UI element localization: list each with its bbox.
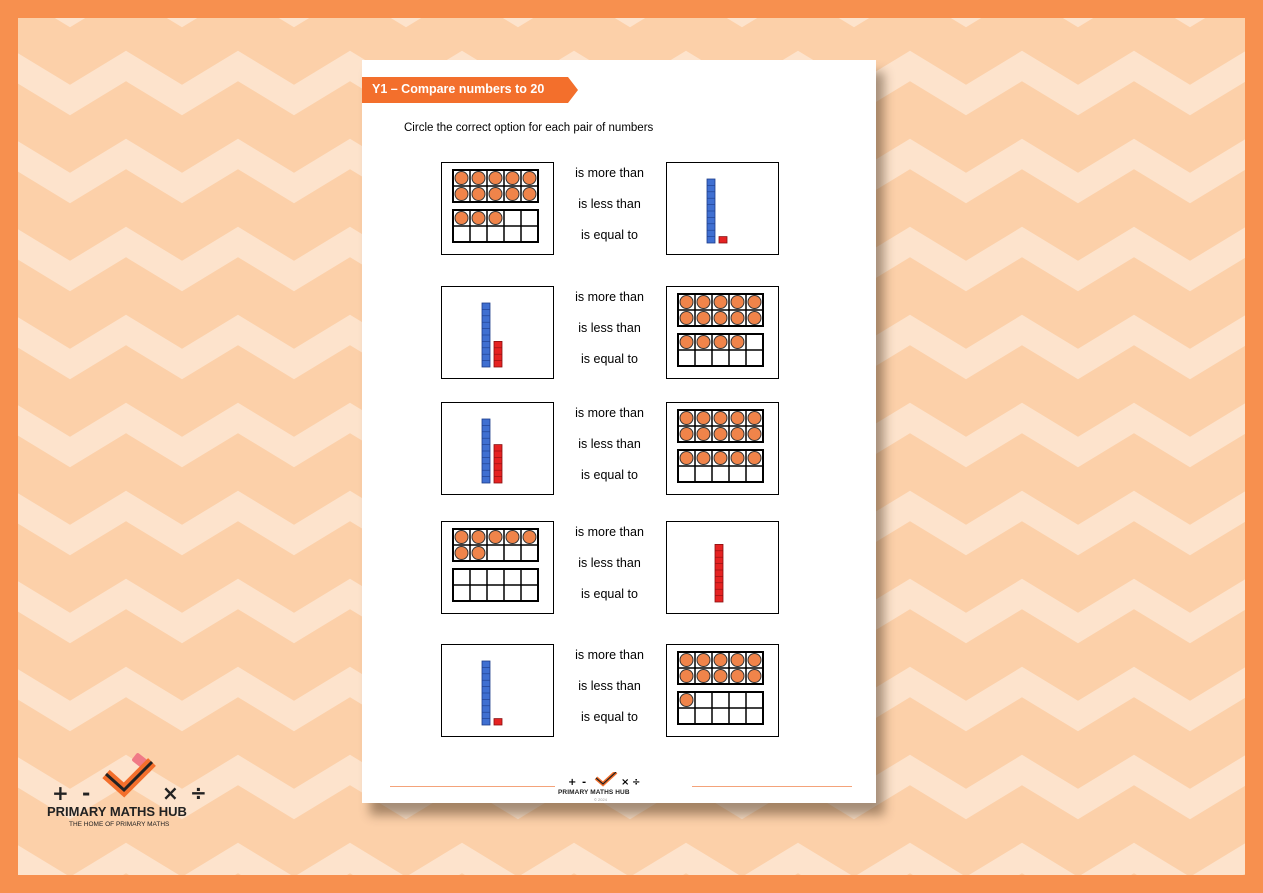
counter xyxy=(714,336,727,349)
counter xyxy=(748,670,761,683)
instruction-text: Circle the correct option for each pair of numbers xyxy=(404,122,654,134)
footer-divider-right xyxy=(692,786,852,787)
counter xyxy=(506,531,519,544)
ones-cubes xyxy=(719,237,727,243)
option-more-than[interactable]: is more than xyxy=(575,290,644,304)
counter xyxy=(697,336,710,349)
base-ten-blocks-picture xyxy=(667,522,778,613)
option-equal-to[interactable]: is equal to xyxy=(581,710,638,724)
counter xyxy=(731,452,744,465)
ten-frames-picture xyxy=(667,645,778,736)
counter xyxy=(506,172,519,185)
counter xyxy=(697,670,710,683)
base-ten-blocks-picture xyxy=(442,403,553,494)
counter xyxy=(472,188,485,201)
ones-cubes xyxy=(494,341,502,367)
counter xyxy=(680,412,693,425)
right-representation-box xyxy=(666,402,779,495)
counter xyxy=(714,312,727,325)
ten-frames-picture xyxy=(442,163,553,254)
option-less-than[interactable]: is less than xyxy=(578,321,641,335)
chevron-stripe xyxy=(18,858,1245,875)
counter xyxy=(714,296,727,309)
counter xyxy=(455,547,468,560)
counter xyxy=(748,296,761,309)
tens-rod xyxy=(482,419,490,483)
option-less-than[interactable]: is less than xyxy=(578,679,641,693)
option-more-than[interactable]: is more than xyxy=(575,525,644,539)
right-representation-box xyxy=(666,162,779,255)
svg-text:×: × xyxy=(621,777,630,788)
counter xyxy=(714,654,727,667)
counter xyxy=(523,531,536,544)
svg-text:÷: ÷ xyxy=(632,777,641,788)
question-row xyxy=(362,162,876,258)
ten-frame xyxy=(678,692,763,724)
right-representation-box xyxy=(666,286,779,379)
counter xyxy=(523,172,536,185)
tens-rod xyxy=(707,179,715,243)
counter xyxy=(697,312,710,325)
option-more-than[interactable]: is more than xyxy=(575,406,644,420)
counter xyxy=(731,312,744,325)
option-more-than[interactable]: is more than xyxy=(575,166,644,180)
counter xyxy=(472,172,485,185)
counter xyxy=(731,670,744,683)
counter xyxy=(472,547,485,560)
counter xyxy=(714,670,727,683)
question-row xyxy=(362,521,876,617)
counter xyxy=(680,654,693,667)
counter xyxy=(714,428,727,441)
option-less-than[interactable]: is less than xyxy=(578,197,641,211)
option-equal-to[interactable]: is equal to xyxy=(581,228,638,242)
counter xyxy=(697,412,710,425)
question-row xyxy=(362,644,876,740)
ten-frame xyxy=(678,410,763,442)
base-ten-blocks-picture xyxy=(442,287,553,378)
svg-text:-: - xyxy=(582,777,587,788)
counter xyxy=(680,452,693,465)
ten-frame xyxy=(453,170,538,202)
left-representation-box xyxy=(441,644,554,737)
left-representation-box xyxy=(441,521,554,614)
ten-frame xyxy=(453,529,538,561)
counter xyxy=(680,296,693,309)
counter xyxy=(731,296,744,309)
left-representation-box xyxy=(441,162,554,255)
left-representation-box xyxy=(441,286,554,379)
ten-frame xyxy=(678,294,763,326)
question-row xyxy=(362,402,876,498)
right-representation-box xyxy=(666,521,779,614)
base-ten-blocks-picture xyxy=(667,163,778,254)
counter xyxy=(714,452,727,465)
counter xyxy=(489,531,502,544)
option-equal-to[interactable]: is equal to xyxy=(581,352,638,366)
counter xyxy=(680,336,693,349)
ten-frame xyxy=(453,210,538,242)
footer-copyright: © 2024 xyxy=(594,797,607,802)
counter xyxy=(697,428,710,441)
counter xyxy=(506,188,519,201)
counter xyxy=(697,654,710,667)
tens-rod xyxy=(482,661,490,725)
worksheet-title: Y1 – Compare numbers to 20 xyxy=(372,82,545,96)
logo-name: PRIMARY MATHS HUB xyxy=(47,804,187,819)
counter xyxy=(731,428,744,441)
svg-text:+: + xyxy=(52,781,69,804)
ten-frames-picture xyxy=(667,403,778,494)
option-more-than[interactable]: is more than xyxy=(575,648,644,662)
counter xyxy=(731,654,744,667)
counter xyxy=(731,412,744,425)
footer-divider-left xyxy=(390,786,555,787)
counter xyxy=(455,172,468,185)
counter xyxy=(748,412,761,425)
ones-cubes xyxy=(715,544,723,602)
ten-frame xyxy=(453,569,538,601)
ten-frames-picture xyxy=(667,287,778,378)
svg-text:+: + xyxy=(568,777,577,788)
counter xyxy=(697,452,710,465)
counter xyxy=(680,428,693,441)
svg-text:×: × xyxy=(162,781,179,804)
counter xyxy=(455,212,468,225)
option-equal-to[interactable]: is equal to xyxy=(581,468,638,482)
counter xyxy=(748,428,761,441)
counter xyxy=(489,172,502,185)
counter xyxy=(748,312,761,325)
option-equal-to[interactable]: is equal to xyxy=(581,587,638,601)
counter xyxy=(680,670,693,683)
footer-brand: PRIMARY MATHS HUB xyxy=(558,789,630,796)
option-less-than[interactable]: is less than xyxy=(578,556,641,570)
logo-tagline: THE HOME OF PRIMARY MATHS xyxy=(69,821,170,828)
ten-frame xyxy=(678,334,763,366)
counter xyxy=(680,694,693,707)
svg-text:-: - xyxy=(82,781,91,804)
counter xyxy=(455,188,468,201)
math-symbols-checkmark-icon xyxy=(40,752,230,804)
counter xyxy=(523,188,536,201)
counter xyxy=(455,531,468,544)
counter xyxy=(489,188,502,201)
counter xyxy=(748,654,761,667)
tens-rod xyxy=(482,303,490,367)
worksheet xyxy=(362,60,876,803)
counter xyxy=(489,212,502,225)
ten-frame xyxy=(678,450,763,482)
primary-maths-hub-logo xyxy=(40,752,230,832)
option-less-than[interactable]: is less than xyxy=(578,437,641,451)
counter xyxy=(472,212,485,225)
ten-frames-picture xyxy=(442,522,553,613)
left-representation-box xyxy=(441,402,554,495)
base-ten-blocks-picture xyxy=(442,645,553,736)
counter xyxy=(748,452,761,465)
counter xyxy=(714,412,727,425)
ones-cubes xyxy=(494,719,502,725)
counter xyxy=(472,531,485,544)
question-row xyxy=(362,286,876,382)
counter xyxy=(731,336,744,349)
right-representation-box xyxy=(666,644,779,737)
footer-logo-icon xyxy=(566,772,666,788)
ten-frame xyxy=(678,652,763,684)
svg-text:÷: ÷ xyxy=(190,781,207,804)
worksheet-footer xyxy=(390,776,852,802)
counter xyxy=(697,296,710,309)
counter xyxy=(680,312,693,325)
ones-cubes xyxy=(494,445,502,483)
